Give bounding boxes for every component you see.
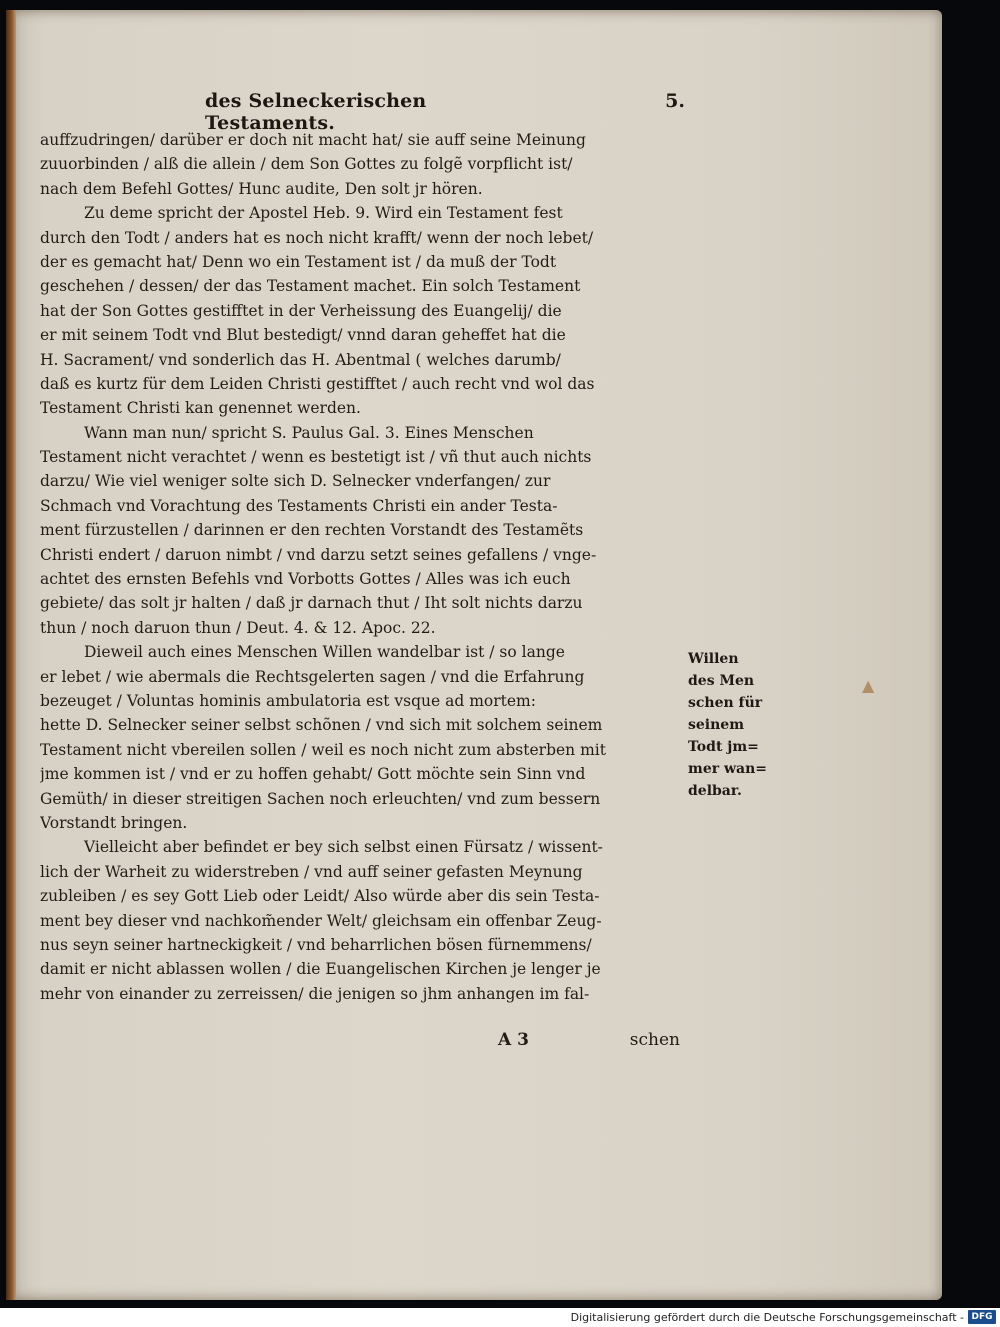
margin-note-line: Todt jm= [688,739,759,755]
text-line: Gemüth/ in dieser streitigen Sachen noch erleuchten/ vnd zum bessern [40,789,601,808]
text-line: ment fürzustellen / darinnen er den rechten Vorstandt des Testamẽts [40,521,584,540]
text-line: hat der Son Gottes gestifftet in der Verheissung des Euangelij/ die [40,301,562,320]
text-line: Zu deme spricht der Apostel Heb. 9. Wird ein Testament fest [84,204,563,223]
text-line: der es gemacht hat/ Denn wo ein Testament ist / da muß der Todt [40,252,557,271]
paragraph [40,835,680,1006]
text-line: zubleiben / es sey Gott Lieb oder Leidt/ Also würde aber dis sein Testa- [40,887,600,906]
margin-note [688,648,778,802]
text-line: geschehen / dessen/ der das Testament machet. Ein solch Testament [40,277,581,296]
page-number: 5. [665,90,685,112]
text-line: ment bey dieser vnd nachkom̃ender Welt/ gleichsam ein offenbar Zeug- [40,911,602,930]
text-line: Vorstandt bringen. [40,813,188,832]
printer-mark-icon: ▲ [862,676,875,695]
text-line: gebiete/ das solt jr halten / daß jr darnach thut / Iht solt nichts darzu [40,594,583,613]
text-line: hette D. Selnecker seiner selbst schõnen / vnd sich mit solchem seinem [40,716,603,735]
text-line: bezeuget / Voluntas hominis ambulatoria est vsque ad mortem: [40,691,536,710]
text-line: auffzudringen/ darüber er doch nit macht hat/ sie auff seine Meinung [40,131,586,149]
text-line: Dieweil auch eines Menschen Willen wandelbar ist / so lange [84,643,565,662]
text-line: Wann man nun/ spricht S. Paulus Gal. 3. Eines Menschen [84,423,534,442]
text-line: jme kommen ist / vnd er zu hoffen gehabt/ Gott möchte sein Sinn vnd [40,765,586,784]
text-line: nus seyn seiner hartneckigkeit / vnd beharrlichen bösen fürnemmens/ [40,935,592,954]
text-line: daß es kurtz für dem Leiden Christi gestifftet / auch recht vnd wol das [40,374,595,393]
text-line: Vielleicht aber befindet er bey sich selbst einen Fürsatz / wissent- [84,838,603,857]
text-line: lich der Warheit zu widerstreben / vnd auff seiner gefasten Meynung [40,862,583,881]
text-line: achtet des ernsten Befehls vnd Vorbotts Gottes / Alles was ich euch [40,570,571,589]
margin-note-line: Willen [688,651,739,667]
text-line: zuuorbinden / alß die allein / dem Son Gottes zu folgẽ vorpflicht ist/ [40,155,573,174]
text-line: er lebet / wie abermals die Rechtsgelerten sagen / vnd die Erfahrung [40,667,585,686]
margin-note-line: mer wan= [688,761,768,777]
text-line: darzu/ Wie viel weniger solte sich D. Selnecker vnderfangen/ zur [40,472,551,491]
text-line: Christi endert / daruon nimbt / vnd darzu setzt seines gefallens / vnge- [40,545,597,564]
margin-note-line: schen für [688,695,763,711]
margin-note-line: delbar. [688,783,742,799]
signature-mark: A 3 [498,1030,529,1050]
text-line: Testament Christi kan genennet werden. [40,399,361,418]
paragraph [40,201,680,421]
body-text [40,128,680,1006]
footer-bar [0,1308,1000,1327]
book-spine-edge [6,10,16,1300]
text-line: nach dem Befehl Gottes/ Hunc audite, Den solt jr hören. [40,179,483,198]
paragraph [40,640,680,835]
margin-note-line: seinem [688,717,745,733]
dfg-logo-icon: DFG [968,1310,996,1324]
text-line: thun / noch daruon thun / Deut. 4. & 12. Apoc. 22. [40,618,436,637]
text-line: mehr von einander zu zerreissen/ die jenigen so jhm anhangen im fal- [40,984,590,1003]
text-line: Schmach vnd Vorachtung des Testaments Christi ein ander Testa- [40,496,558,515]
paragraph [40,128,680,201]
text-line: durch den Todt / anders hat es noch nicht krafft/ wenn der noch lebet/ [40,228,594,247]
running-head-title: des Selneckerischen Testaments. [205,90,427,134]
footer-credit: Digitalisierung gefördert durch die Deutsche Forschungsgemeinschaft - [570,1311,964,1324]
text-line: Testament nicht vbereilen sollen / weil es noch nicht zum absterben mit [40,740,606,759]
text-line: damit er nicht ablassen wollen / die Euangelischen Kirchen je lenger je [40,960,601,979]
text-line: Testament nicht verachtet / wenn es bestetigt ist / vñ thut auch nichts [40,448,592,467]
paragraph [40,421,680,641]
text-line: H. Sacrament/ vnd sonderlich das H. Abentmal ( welches darumb/ [40,350,561,369]
catchline [40,1030,680,1056]
margin-note-line: des Men [688,673,755,689]
text-line: er mit seinem Todt vnd Blut bestedigt/ vnnd daran geheffet hat die [40,326,566,345]
catchword: schen [629,1030,680,1050]
